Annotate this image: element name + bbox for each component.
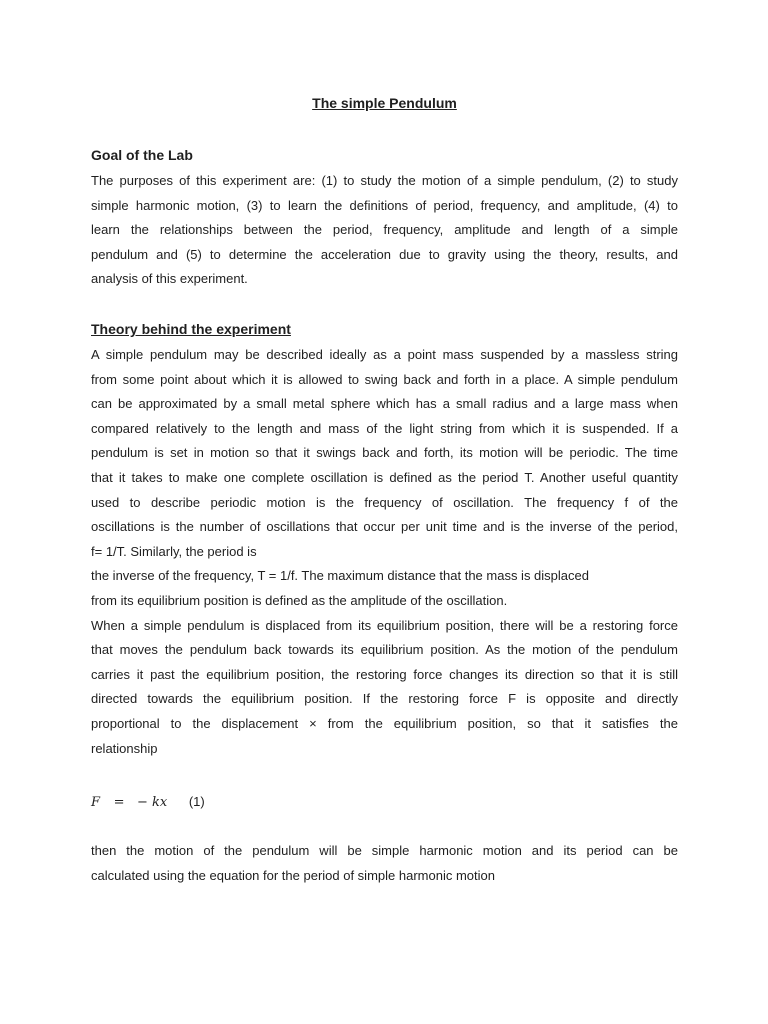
theory-line: that moves the pendulum back towards its equilibrium position. As the motion of the pendulum [91,642,678,658]
theory-paragraph [91,343,678,761]
theory-line: carries it past the equilibrium position, the restoring force changes its direction so that it is still [91,666,678,682]
equation-rhs: = − kx [113,795,168,810]
goal-line: simple harmonic motion, (3) to learn the definitions of period, frequency, and amplitude, (4) to [91,197,678,213]
theory-line: relationship [91,740,158,756]
document-title: The simple Pendulum [312,95,457,111]
theory-line: directed towards the equilibrium position. If the restoring force F is opposite and directly [91,691,678,707]
conclusion-paragraph [91,839,678,888]
equation-lhs: F [91,795,101,810]
goal-line: pendulum and (5) to determine the acceleration due to gravity using the theory, results, and [91,246,678,262]
equation-1 [91,792,205,813]
theory-line: oscillations is the number of oscillations that occur per unit time and is the inverse of the period, [91,519,678,535]
theory-line: can be approximated by a small metal sphere which has a small radius and a large mass when [91,396,678,412]
theory-line: that it takes to make one complete oscillation is defined as the period T. Another useful quantity [91,469,678,485]
theory-heading: Theory behind the experiment [91,321,291,337]
goal-paragraph [91,169,678,292]
equation-number: (1) [188,794,205,809]
goal-line: The purposes of this experiment are: (1) to study the motion of a simple pendulum, (2) to study [91,173,678,188]
theory-line: A simple pendulum may be described ideally as a point mass suspended by a massless string [91,347,678,362]
theory-line: When a simple pendulum is displaced from its equilibrium position, there will be a restoring force [91,617,678,633]
theory-line: the inverse of the frequency, T = 1/f. The maximum distance that the mass is displaced [91,568,589,584]
theory-line: compared relatively to the length and mass of the light string from which it is suspended. If a [91,420,678,436]
conclusion-line: then the motion of the pendulum will be simple harmonic motion and its period can be [91,843,678,858]
theory-line: proportional to the displacement × from the equilibrium position, so that it satisfies the [91,715,678,731]
goal-heading: Goal of the Lab [91,147,193,163]
goal-line: analysis of this experiment. [91,271,248,287]
theory-line: f= 1/T. Similarly, the period is [91,543,257,559]
theory-line: from its equilibrium position is defined as the amplitude of the oscillation. [91,592,508,608]
theory-line: pendulum is set in motion so that it swings back and forth, its motion will be periodic. The time [91,445,678,461]
conclusion-line: calculated using the equation for the period of simple harmonic motion [91,867,495,883]
goal-line: learn the relationships between the period, frequency, amplitude and length of a simple [91,222,678,238]
theory-line: from some point about which it is allowed to swing back and forth in a place. A simple pendulum [91,371,678,387]
theory-line: used to describe periodic motion is the frequency of oscillation. The frequency f of the [91,494,678,510]
